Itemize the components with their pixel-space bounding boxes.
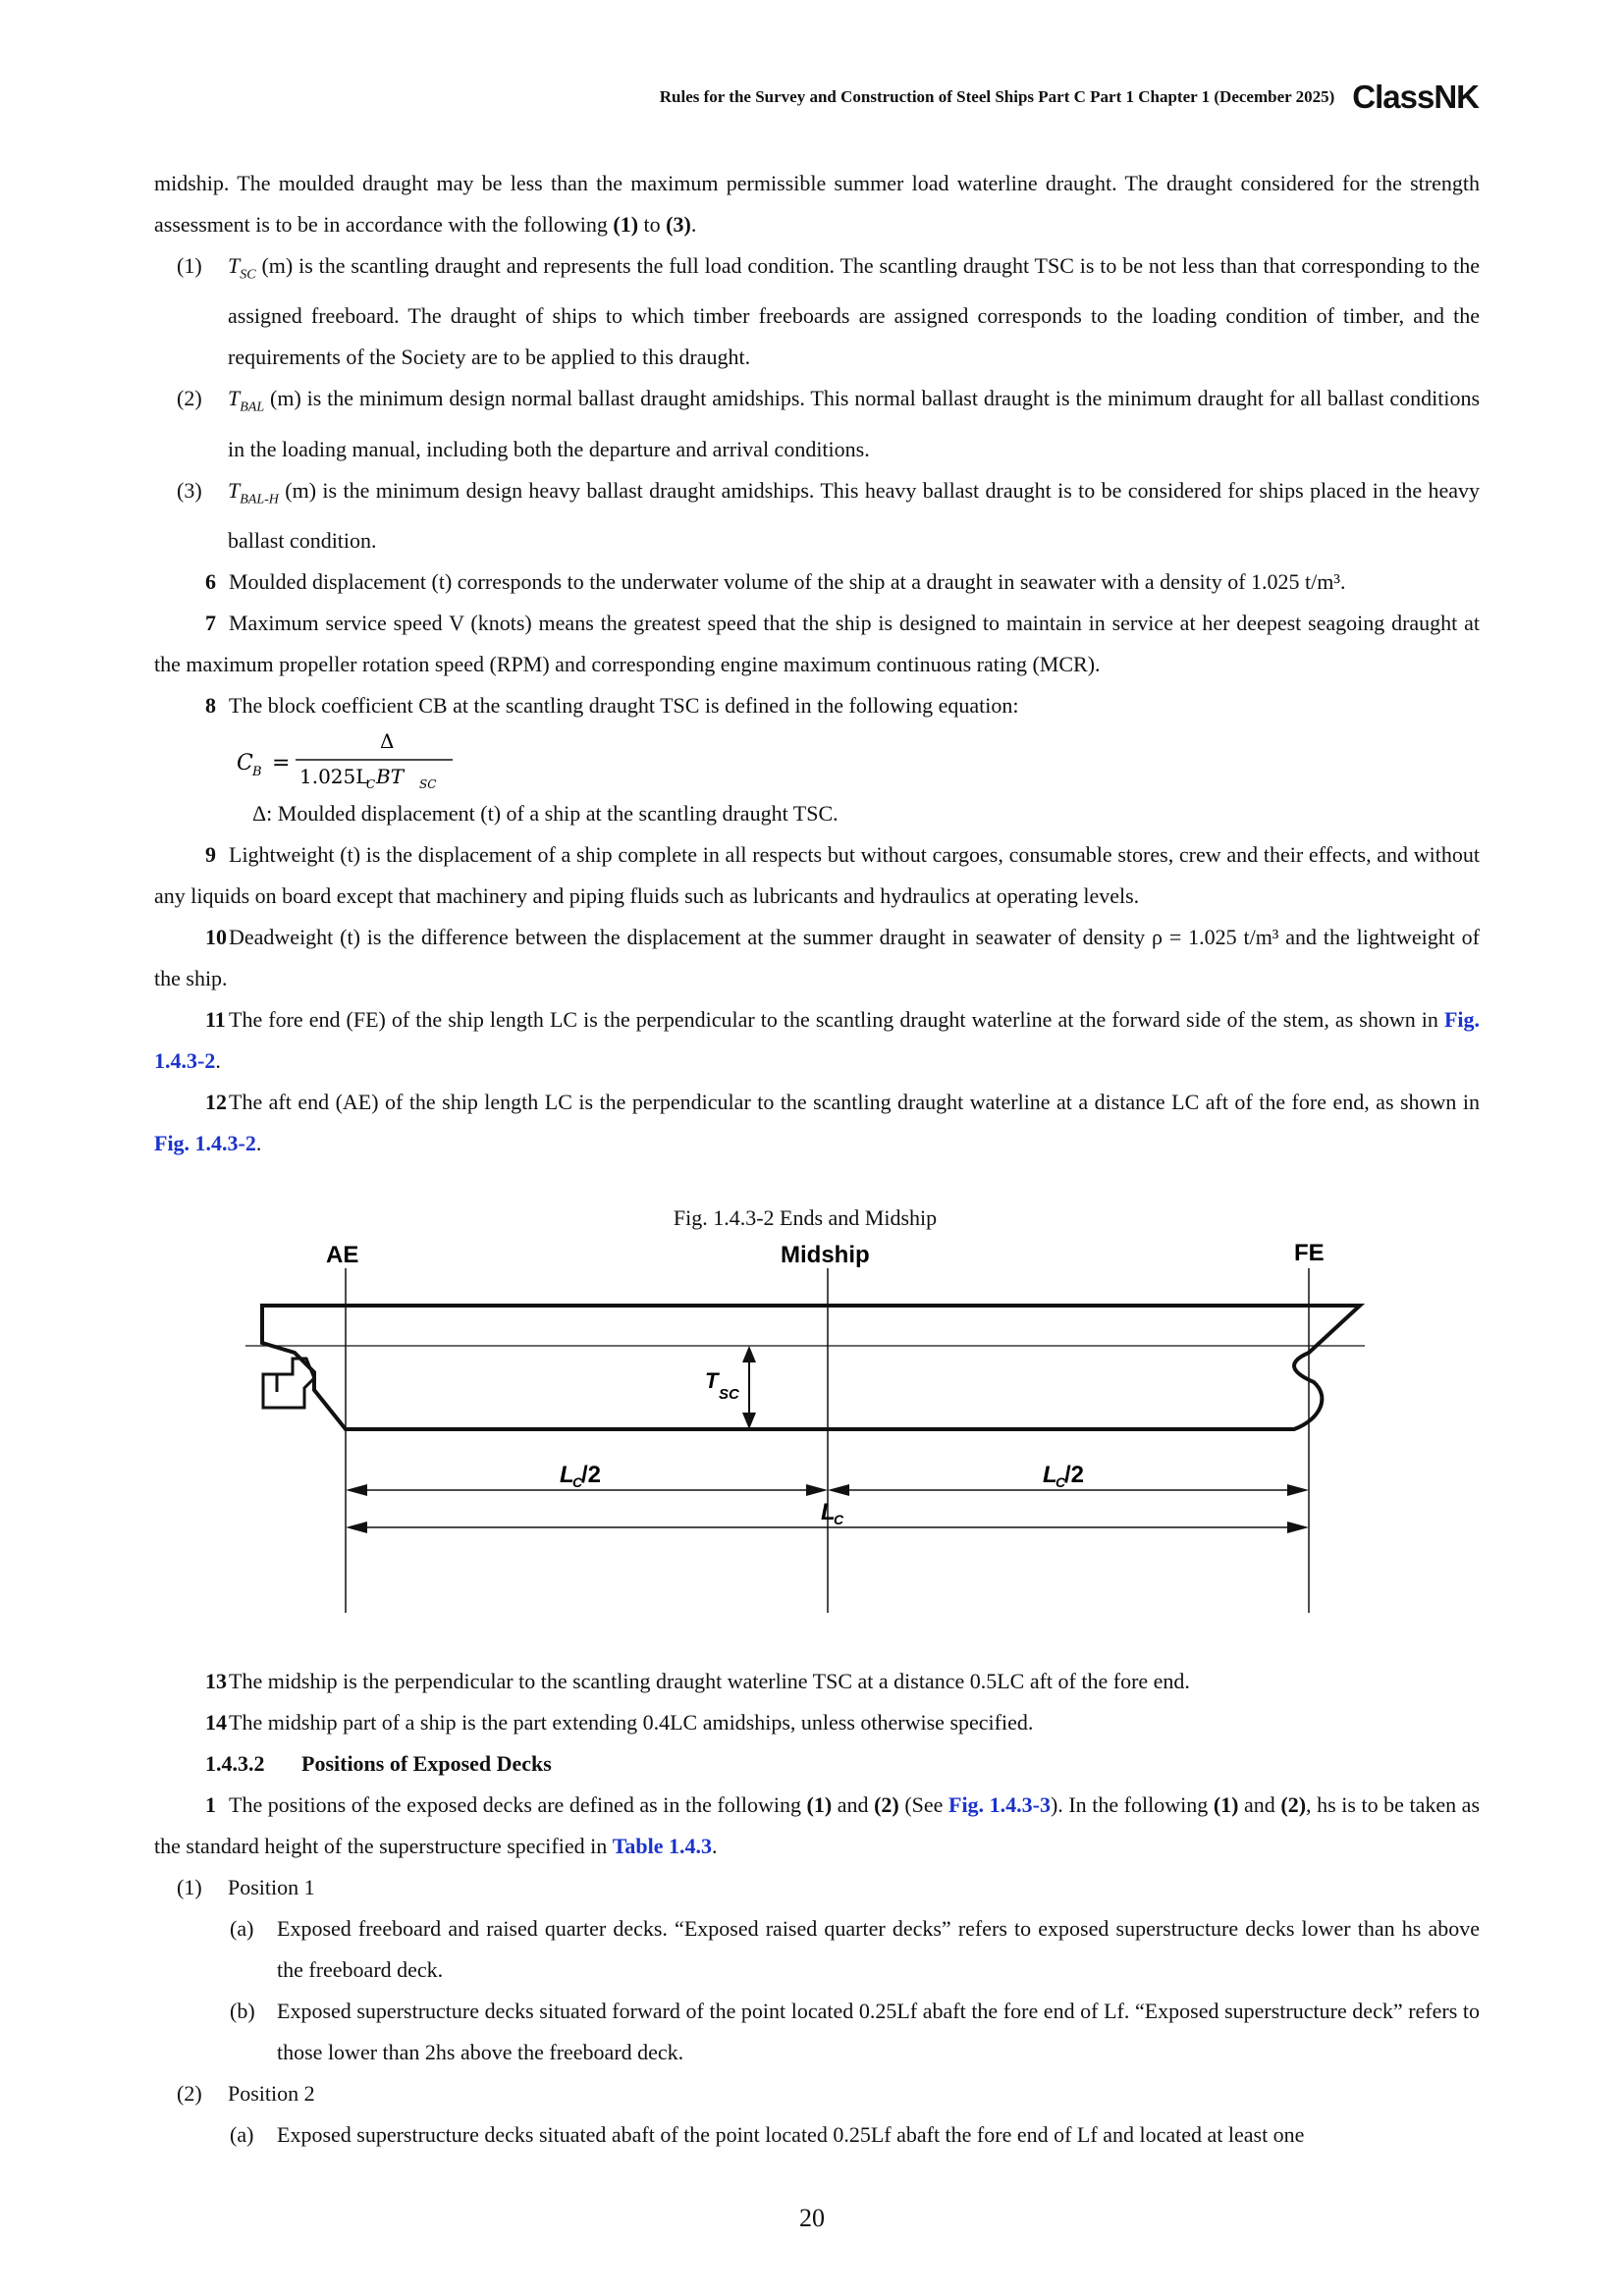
- figure-ends-midship: [236, 1205, 1375, 1618]
- tsc-arrow-down: [742, 1413, 756, 1429]
- draught-item-3: (3) $T_{BAL-H}$ (m) is the minimum design heavy ballast draught amidships. This heavy ballast draught is to be considered for ships placed in the heavy ballast condition.: [177, 477, 1481, 554]
- fig-link-12[interactable]: Fig. 1.4.3-2: [154, 1131, 256, 1156]
- label-half-1-suffix: /2: [581, 1462, 602, 1488]
- formula-lhs: C: [237, 751, 253, 776]
- label-lc: L: [821, 1499, 836, 1525]
- label-half-1: L: [560, 1462, 574, 1488]
- paragraph-10: 10Deadweight (t) is the difference between the displacement at the summer draught in seawater of density ρ = 1.025 t/m³ and the lightweight of the ship.: [154, 925, 1480, 991]
- classnk-logo: ClassNK: [1352, 79, 1479, 115]
- main-content-lower: [154, 1661, 1480, 2156]
- page-header: [660, 79, 1479, 116]
- formula-den: 1.025L: [299, 765, 369, 789]
- delta-definition: Δ: Moulded displacement (t) of a ship at the scantling draught TSC.: [252, 801, 839, 827]
- position-1-item-a: (a) Exposed freeboard and raised quarter decks. “Exposed raised quarter decks” refers to exposed superstructure decks lower than hs above the freeboard deck.: [230, 1916, 1480, 1982]
- label-lc-sub: C: [834, 1512, 844, 1527]
- section-heading: 1.4.3.2 Positions of Exposed Decks: [205, 1751, 552, 1776]
- label-midship: Midship: [781, 1242, 870, 1268]
- paragraph-13: 13The midship is the perpendicular to the scantling draught waterline TSC at a distance 0.5LC aft of the fore end.: [205, 1669, 1190, 1693]
- half1-arrow-right: [806, 1484, 828, 1496]
- paragraph-7: 7 Maximum service speed V (knots) means the greatest speed that the ship is designed to maintain in service at her deepest seagoing draught at the maximum propeller rotation speed (RPM) and corresponding engine maximum continuous rating (MCR).: [154, 611, 1480, 677]
- block-coefficient-formula: [154, 726, 1480, 789]
- fig-link-11[interactable]: Fig. 1.4.3-2: [154, 1007, 1480, 1074]
- formula-eq: =: [272, 751, 291, 776]
- intro-paragraph: midship. The moulded draught may be less than the maximum permissible summer load waterline draught. The draught considered for the strength assessment is to be in accordance with the following (1) to (3).: [154, 171, 1480, 237]
- paragraph-s1: 1 The positions of the exposed decks are defined as in the following (1) and (2) (See Fig. 1.4.3-3). In the following (1) and (2), hs is to be taken as the standard height of the superstructure specified in Table 1.4.3.: [154, 1792, 1481, 1858]
- page-number: 20: [799, 2204, 825, 2232]
- label-half-2-suffix: /2: [1064, 1462, 1085, 1488]
- position-1-item-b: (b) Exposed superstructure decks situated forward of the point located 0.25Lf abaft the fore end of Lf. “Exposed superstructure deck” refers to those lower than 2hs above the freeboard deck.: [230, 1999, 1480, 2064]
- formula-den-sub1: C: [366, 777, 376, 790]
- formula-numerator: Δ: [380, 729, 395, 754]
- formula-den-sub2: SC: [419, 777, 437, 790]
- label-half-2: L: [1043, 1462, 1057, 1488]
- position-1-heading: (1) Position 1: [177, 1875, 315, 1899]
- formula-lhs-sub: B: [252, 765, 262, 780]
- figure-caption: Fig. 1.4.3-2 Ends and Midship: [673, 1205, 938, 1230]
- draught-item-2: (2) $T_{BAL}$ (m) is the minimum design normal ballast draught amidships. This normal ballast draught is the minimum draught for all ballast conditions in the loading manual, including both the departure and arrival conditions.: [177, 386, 1481, 461]
- label-tsc-sub: SC: [719, 1386, 739, 1403]
- paragraph-6: 6 Moulded displacement (t) corresponds to the underwater volume of the ship at a draught in seawater with a density of 1.025 t/m³.: [205, 569, 1346, 595]
- paragraph-14: 14The midship part of a ship is the part extending 0.4LC amidships, unless otherwise specified.: [205, 1710, 1034, 1735]
- label-half-2-sub: C: [1056, 1474, 1066, 1490]
- half2-arrow-left: [828, 1484, 849, 1496]
- label-half-1-sub: C: [572, 1474, 583, 1490]
- table-link-143[interactable]: Table 1.4.3: [612, 1834, 713, 1858]
- draught-item-1: (1) $T_{SC}$ (m) is the scantling draught and represents the full load condition. The scantling draught TSC is to be not less than that corresponding to the assigned freeboard. The draught of ships to which timber freeboards are assigned corresponds to the loading condition of timber, and the requirements of the Society are to be applied to this draught.: [177, 253, 1480, 370]
- position-2-item-a: (a) Exposed superstructure decks situated abaft of the point located 0.25Lf abaft the fore end of Lf and located at least one: [230, 2122, 1305, 2147]
- paragraph-12: 12The aft end (AE) of the ship length LC is the perpendicular to the scantling draught waterline at a distance LC aft of the fore end, as shown in Fig. 1.4.3-2.: [154, 1090, 1480, 1156]
- formula-svg: [233, 726, 488, 789]
- half1-arrow-left: [346, 1484, 367, 1496]
- paragraph-8: 8 The block coefficient CB at the scantling draught TSC is defined in the following equation:: [205, 693, 1019, 719]
- tsc-arrow-up: [742, 1346, 756, 1362]
- formula-den-mid: BT: [376, 765, 405, 789]
- ship-diagram: [236, 1205, 1375, 1618]
- main-content-upper: [154, 163, 1480, 1164]
- half2-arrow-right: [1287, 1484, 1309, 1496]
- fig-link-143-3[interactable]: Fig. 1.4.3-3: [948, 1792, 1051, 1817]
- label-fe: FE: [1294, 1240, 1325, 1266]
- position-2-heading: (2) Position 2: [177, 2081, 315, 2106]
- hull-outline: [262, 1306, 1360, 1429]
- paragraph-11: 11 The fore end (FE) of the ship length LC is the perpendicular to the scantling draught waterline at the forward side of the stem, as shown in Fig. 1.4.3-2.: [154, 1007, 1480, 1074]
- label-ae: AE: [326, 1242, 359, 1268]
- full-arrow-right: [1287, 1522, 1309, 1533]
- paragraph-9: 9 Lightweight (t) is the displacement of a ship complete in all respects but without cargoes, consumable stores, crew and their effects, and without any liquids on board except that machinery and piping fluids such as lubricants and hydraulics at operating levels.: [154, 842, 1480, 909]
- label-tsc: T: [705, 1368, 719, 1393]
- full-arrow-left: [346, 1522, 367, 1533]
- header-title: Rules for the Survey and Construction of Steel Ships Part C Part 1 Chapter 1 (December 2025): [659, 87, 1335, 106]
